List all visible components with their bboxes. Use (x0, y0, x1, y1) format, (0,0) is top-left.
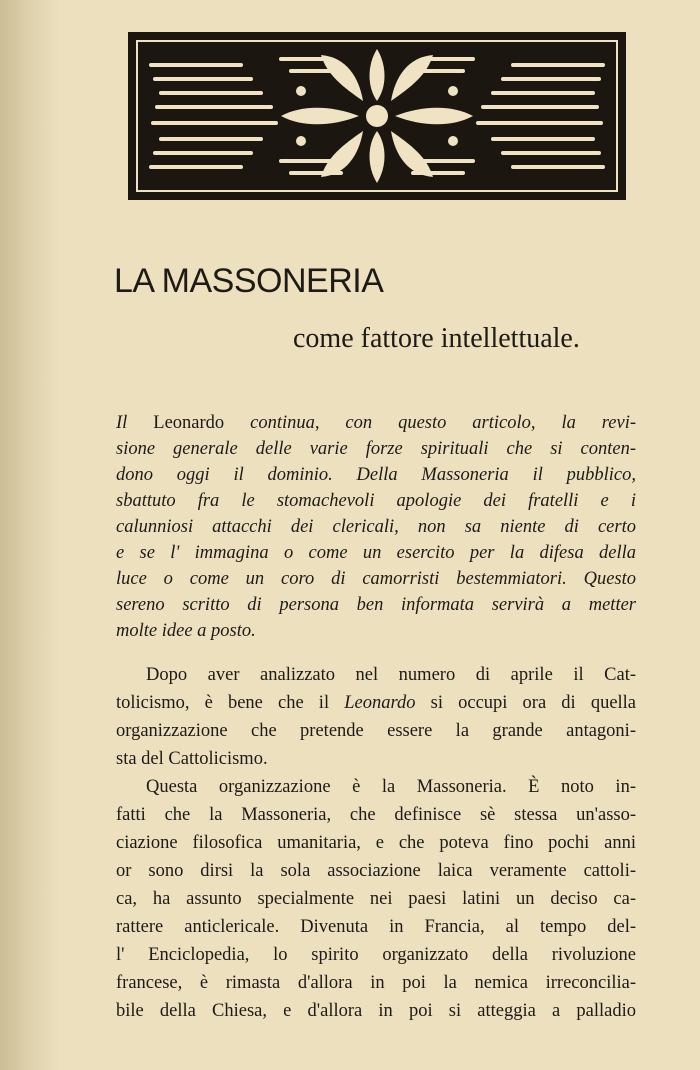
book-spine-shadow (0, 0, 60, 1070)
body-line: organizzazione che pretende essere la grande antagoni- (116, 721, 636, 741)
intro-line: molte idee a posto. (116, 621, 256, 641)
body-line: ca, ha assunto specialmente nei paesi latini un deciso ca- (116, 889, 636, 909)
body-line: l' Enciclopedia, lo spirito organizzato della rivoluzione (116, 945, 636, 965)
intro-line: dono oggi il dominio. Della Massoneria il pubblico, (116, 465, 636, 485)
intro-line: e se l' immagina o come un esercito per la difesa della (116, 543, 636, 563)
body-line: ciazione filosofica umanitaria, e che poteva fino pochi anni (116, 833, 636, 853)
body-line: Dopo aver analizzato nel numero di aprile il Cat- (146, 665, 636, 685)
body-line: francese, è rimasta d'allora in poi la nemica irreconcilia- (116, 973, 636, 993)
intro-line: sione generale delle varie forze spirituali che si conten- (116, 439, 636, 459)
body-line: rattere anticlericale. Divenuta in Francia, al tempo del- (116, 917, 636, 937)
intro-line: sereno scritto di persona ben informata servirà a metter (116, 595, 636, 615)
article-subtitle: come fattore intellettuale. (293, 323, 580, 354)
body-line: tolicismo, è bene che il Leonardo si occupi ora di quella (116, 693, 637, 713)
intro-line: sbattuto fra le stomachevoli apologie dei fratelli e i (116, 491, 636, 511)
article-title: LA MASSONERIA (114, 262, 384, 300)
body-line: or sono dirsi la sola associazione laica veramente cattoli- (116, 861, 636, 881)
intro-line: Il Leonardo continua, con questo articolo, la revi- (116, 413, 637, 433)
body-line: Questa organizzazione è la Massoneria. È noto in- (146, 777, 636, 797)
intro-line: calunniosi attacchi dei clericali, non sa niente di certo (116, 517, 636, 537)
body-line: bile della Chiesa, e d'allora in poi si atteggia a palladio (116, 1001, 636, 1021)
intro-line: luce o come un coro di camorristi bestemmiatori. Questo (116, 569, 636, 589)
body-line: sta del Cattolicismo. (116, 749, 268, 769)
woodcut-ornament (128, 32, 626, 200)
body-line: fatti che la Massoneria, che definisce sè stessa un'asso- (116, 805, 636, 825)
